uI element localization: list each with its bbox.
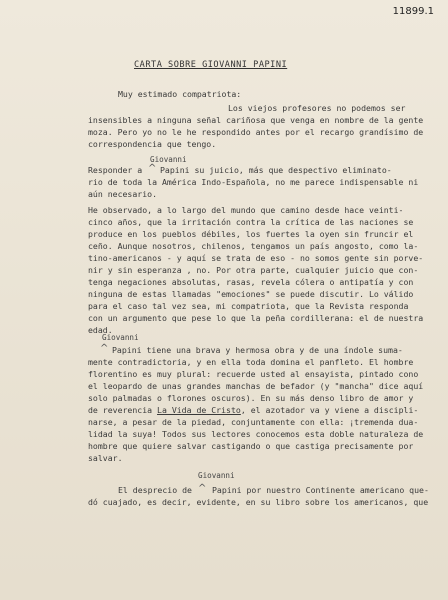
text-line: narse, a pesar de la piedad, conjuntamente con ella: ¡tremenda dua- — [88, 417, 419, 427]
handwritten-insertion: Giovanni — [102, 333, 139, 342]
text-line: tino-americanos - y aquí se trata de eso - no somos gente sin porve- — [88, 253, 424, 263]
insertion-caret: ^ — [198, 483, 207, 494]
text-line: lidad la suya! Todos sus lectores conocemos esta doble naturaleza de — [88, 429, 424, 439]
text-line: edad. — [88, 325, 113, 335]
text-line: salvar. — [88, 453, 123, 463]
document-title: CARTA SOBRE GIOVANNI PAPINI — [134, 60, 288, 70]
text-line: solo palmadas o florones oscuros). En su más denso libro de amor y — [88, 393, 414, 403]
text-line: correspondencia que tengo. — [88, 139, 217, 149]
reference-number: 11899.1 — [392, 6, 434, 17]
text-line: El desprecio de — [118, 485, 192, 495]
text-line: cinco años, que la irritación contra la crítica de las naciones se — [88, 217, 414, 227]
text-line: aún necesario. — [88, 189, 158, 199]
text-line: florentino es muy plural: recuerde usted al ensayista, pintado cono — [88, 369, 419, 379]
insertion-caret: ^ — [148, 163, 157, 174]
text-line: mente contradictoria, y en ella toda domina el panfleto. El hombre — [88, 357, 414, 367]
text-line: Papini su juicio, más que despectivo eliminato- — [160, 165, 392, 175]
text-line: hombre que quiere salvar castigando o que castiga precisamente por — [88, 441, 414, 451]
text-line: He observado, a lo largo del mundo que camino desde hace veinti- — [88, 205, 404, 215]
text-line: para el caso tal vez sea, mi compatriota, que la Revista responda — [88, 301, 409, 311]
text-line: Los viejos profesores no podemos ser — [228, 103, 406, 113]
text-line — [88, 406, 418, 414]
text-line: Responder a — [88, 165, 143, 175]
salutation: Muy estimado compatriota: — [118, 89, 242, 99]
text-line: Papini tiene una brava y hermosa obra y de una índole suma- — [112, 345, 403, 355]
text-fragment: de reverencia — [88, 405, 153, 415]
text-line: tenga negaciones absolutas, rasas, revela cólera o antipatía y con — [88, 277, 414, 287]
book-title: La Vida de Cristo — [157, 405, 241, 415]
text-line: moza. Pero yo no le he respondido antes por el recargo grandísimo de — [88, 127, 424, 137]
text-line: produce en los pueblos débiles, los fuertes la oyen sin fruncir el — [88, 229, 414, 239]
insertion-caret: ^ — [100, 343, 109, 354]
text-line: nir y sin esperanza , no. Por otra parte, cualquier juicio que con- — [88, 265, 419, 275]
text-line: insensibles a ninguna señal cariñosa que venga en nombre de la gente — [88, 115, 424, 125]
handwritten-insertion: Giovanni — [198, 471, 235, 480]
text-line: Papini por nuestro Continente americano que- — [212, 485, 429, 495]
text-fragment: , el azotador va y viene a discipli- — [240, 405, 419, 415]
text-line: rio de toda la América Indo-Española, no me parece indispensable ni — [88, 177, 419, 187]
text-line: ninguna de estas llamadas "emociones" se puede discutir. Lo válido — [88, 289, 414, 299]
handwritten-insertion: Giovanni — [150, 155, 187, 164]
text-line: con un argumento que pese lo que la peña cordillerana: el de nuestra — [88, 313, 424, 323]
text-line: el leopardo de unas grandes manchas de befador (y "mancha" dice aquí — [88, 381, 424, 391]
text-line: dó cuajado, es decir, evidente, en su libro sobre los americanos, que — [88, 497, 429, 507]
text-line: ceño. Aunque nosotros, chilenos, tengamos un país angosto, como la- — [88, 241, 419, 251]
